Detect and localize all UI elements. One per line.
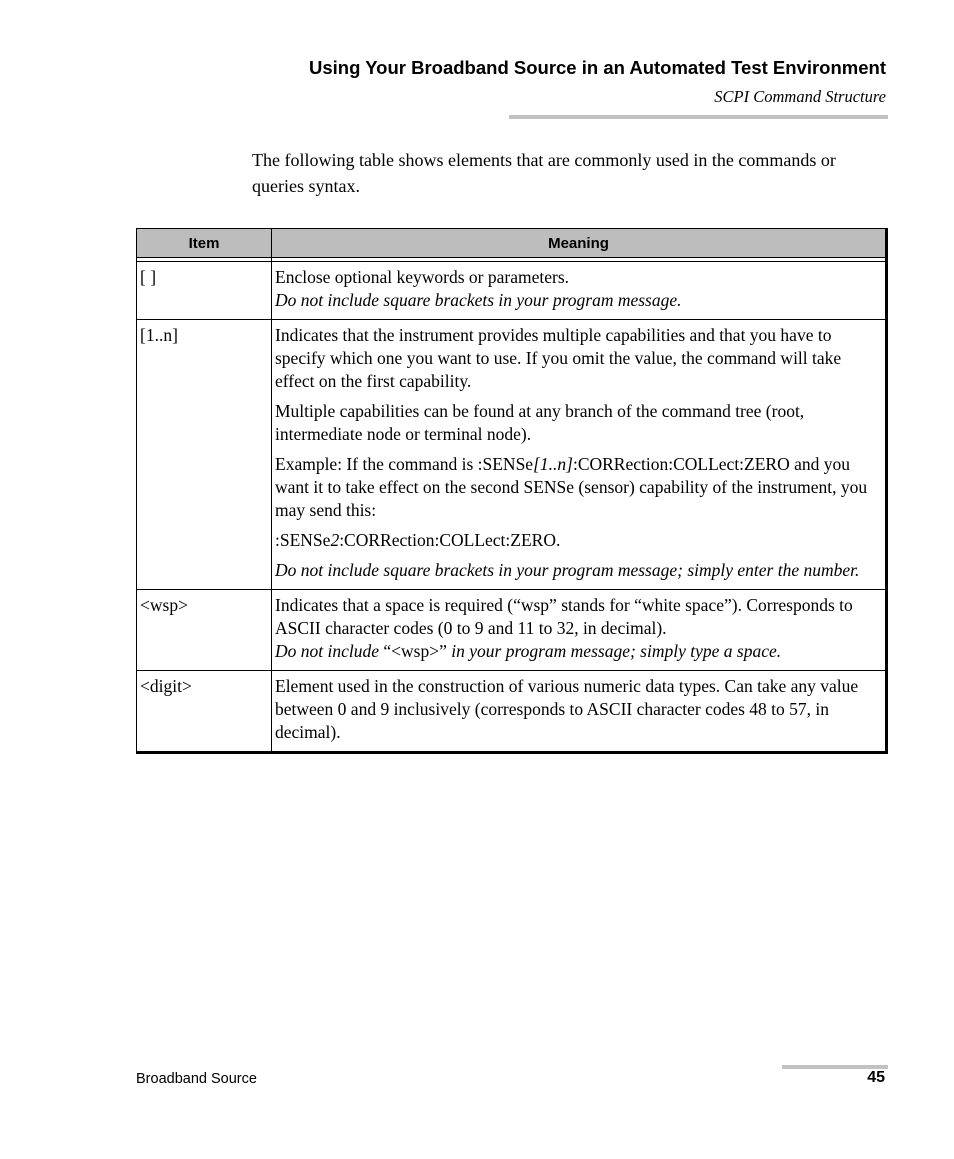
table-row (137, 320, 887, 590)
meaning-note: Do not include square brackets in your program message. (275, 290, 682, 310)
meaning-cell (272, 590, 887, 671)
meaning-cell (272, 320, 887, 590)
footer-document-name: Broadband Source (136, 1071, 257, 1087)
page-number: 45 (867, 1069, 885, 1086)
syntax-elements-table (136, 228, 888, 754)
page-header-title: Using Your Broadband Source in an Automated Test Environment (309, 57, 886, 78)
meaning-cell (272, 671, 887, 753)
meaning-text: Element used in the construction of various numeric data types. Can take any value between 0 and 9 inclusively (corresponds to ASCII character codes 48 to 57, in decimal). (275, 676, 859, 742)
item-cell: <wsp> (137, 590, 272, 671)
example-text: Example: If the command is :SENSe[1..n]:CORRection:COLLect:ZERO and you want it to take effect on the second SENSe (sensor) capability of the instrument, you may send this: (275, 454, 868, 520)
meaning-text: Indicates that the instrument provides multiple capabilities and that you have to specify which one you want to use. If you omit the value, the command will take effect on the first capability. (275, 325, 842, 391)
meaning-text: Enclose optional keywords or parameters. (275, 267, 570, 287)
meaning-text: Multiple capabilities can be found at any branch of the command tree (root, intermediate node or terminal node). (275, 401, 805, 444)
meaning-note: Do not include “<wsp>” in your program message; simply type a space. (275, 641, 782, 661)
table-row (137, 590, 887, 671)
item-cell: [1..n] (137, 320, 272, 590)
meaning-note: Do not include square brackets in your program message; simply enter the number. (275, 560, 860, 580)
item-cell: <digit> (137, 671, 272, 753)
page-header-subtitle: SCPI Command Structure (714, 87, 886, 106)
column-header-item: Item (137, 229, 272, 258)
intro-paragraph: The following table shows elements that are commonly used in the commands or queries syntax. (252, 150, 836, 196)
example-command: :SENSe2:CORRection:COLLect:ZERO. (275, 530, 561, 550)
item-cell: [ ] (137, 262, 272, 320)
table-row (137, 671, 887, 753)
column-header-meaning: Meaning (272, 229, 887, 258)
meaning-cell (272, 262, 887, 320)
table-header-row (137, 229, 887, 258)
meaning-text: Indicates that a space is required (“wsp” stands for “white space”). Corresponds to ASCII character codes (0 to 9 and 11 to 32, in decimal). (275, 595, 853, 638)
header-rule (509, 115, 888, 119)
table-row (137, 262, 887, 320)
